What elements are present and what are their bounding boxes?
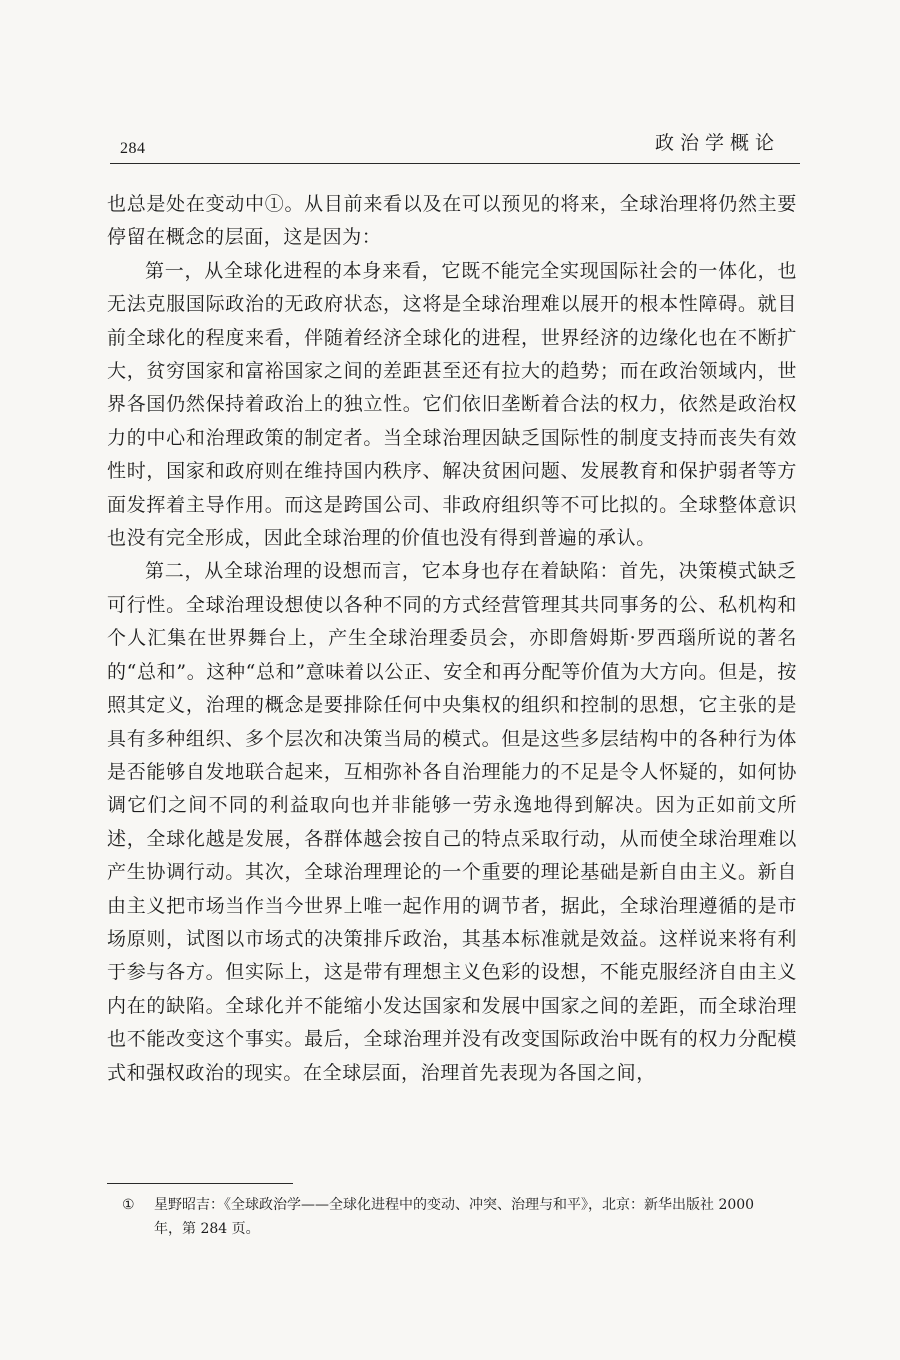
paragraph-first-point: 第一，从全球化进程的本身来看，它既不能完全实现国际社会的一体化，也无法克服国际政治的无政府状态，这将是全球治理难以展开的根本性障碍。就目前全球化的程度来看，伴随着经济全球化的进程，世界经济的边缘化也在不断扩大，贫穷国家和富裕国家之间的差距甚至还有拉大的趋势；而在政治领域内，世界各国仍然保持着政治上的独立性。它们依旧垄断着合法的权力，依然是政治权力的中心和治理政策的制定者。当全球治理因缺乏国际性的制度支持而丧失有效性时，国家和政府则在维持国内秩序、解决贫困问题、发展教育和保护弱者等方面发挥着主导作用。而这是跨国公司、非政府组织等不可比拟的。全球整体意识也没有完全形成，因此全球治理的价值也没有得到普遍的承认。 [107, 259, 797, 550]
footnote [122, 1193, 802, 1241]
footnote-rule [107, 1183, 293, 1184]
header-rule [110, 163, 800, 164]
paragraph-continued: 也总是处在变动中①。从目前来看以及在可以预见的将来，全球治理将仍然主要停留在概念的层面，这是因为： [107, 193, 797, 249]
footnote-line-1: 星野昭吉：《全球政治学——全球化进程中的变动、冲突、治理与和平》，北京：新华出版社 2000 [154, 1197, 755, 1213]
body-text [107, 188, 797, 1090]
running-head-title: 政治学概论 [654, 132, 780, 154]
page-number: 284 [120, 140, 146, 157]
paragraph-second-point: 第二，从全球治理的设想而言，它本身也存在着缺陷：首先，决策模式缺乏可行性。全球治理设想使以各种不同的方式经营管理其共同事务的公、私机构和个人汇集在世界舞台上，产生全球治理委员会，亦即詹姆斯·罗西瑙所说的著名的“总和”。这种“总和”意味着以公正、安全和再分配等价值为大方向。但是，按照其定义，治理的概念是要排除任何中央集权的组织和控制的思想，它主张的是具有多种组织、多个层次和决策当局的模式。但是这些多层结构中的各种行为体是否能够自发地联合起来，互相弥补各自治理能力的不足是令人怀疑的，如何协调它们之间不同的利益取向也并非能够一劳永逸地得到解决。因为正如前文所述，全球化越是发展，各群体越会按自己的特点采取行动，从而使全球治理难以产生协调行动。其次，全球治理理论的一个重要的理论基础是新自由主义。新自由主义把市场当作当今世界上唯一起作用的调节者，据此，全球治理遵循的是市场原则，试图以市场式的决策排斥政治，其基本标准就是效益。这样说来将有利于参与各方。但实际上，这是带有理想主义色彩的设想，不能克服经济自由主义内在的缺陷。全球化并不能缩小发达国家和发展中国家之间的差距，而全球治理也不能改变这个事实。最后，全球治理并没有改变国际政治中既有的权力分配模式和强权政治的现实。在全球层面，治理首先表现为各国之间， [107, 560, 797, 1084]
footnote-marker: ① [122, 1197, 135, 1213]
footnote-line-2: 年，第 284 页。 [154, 1221, 260, 1237]
